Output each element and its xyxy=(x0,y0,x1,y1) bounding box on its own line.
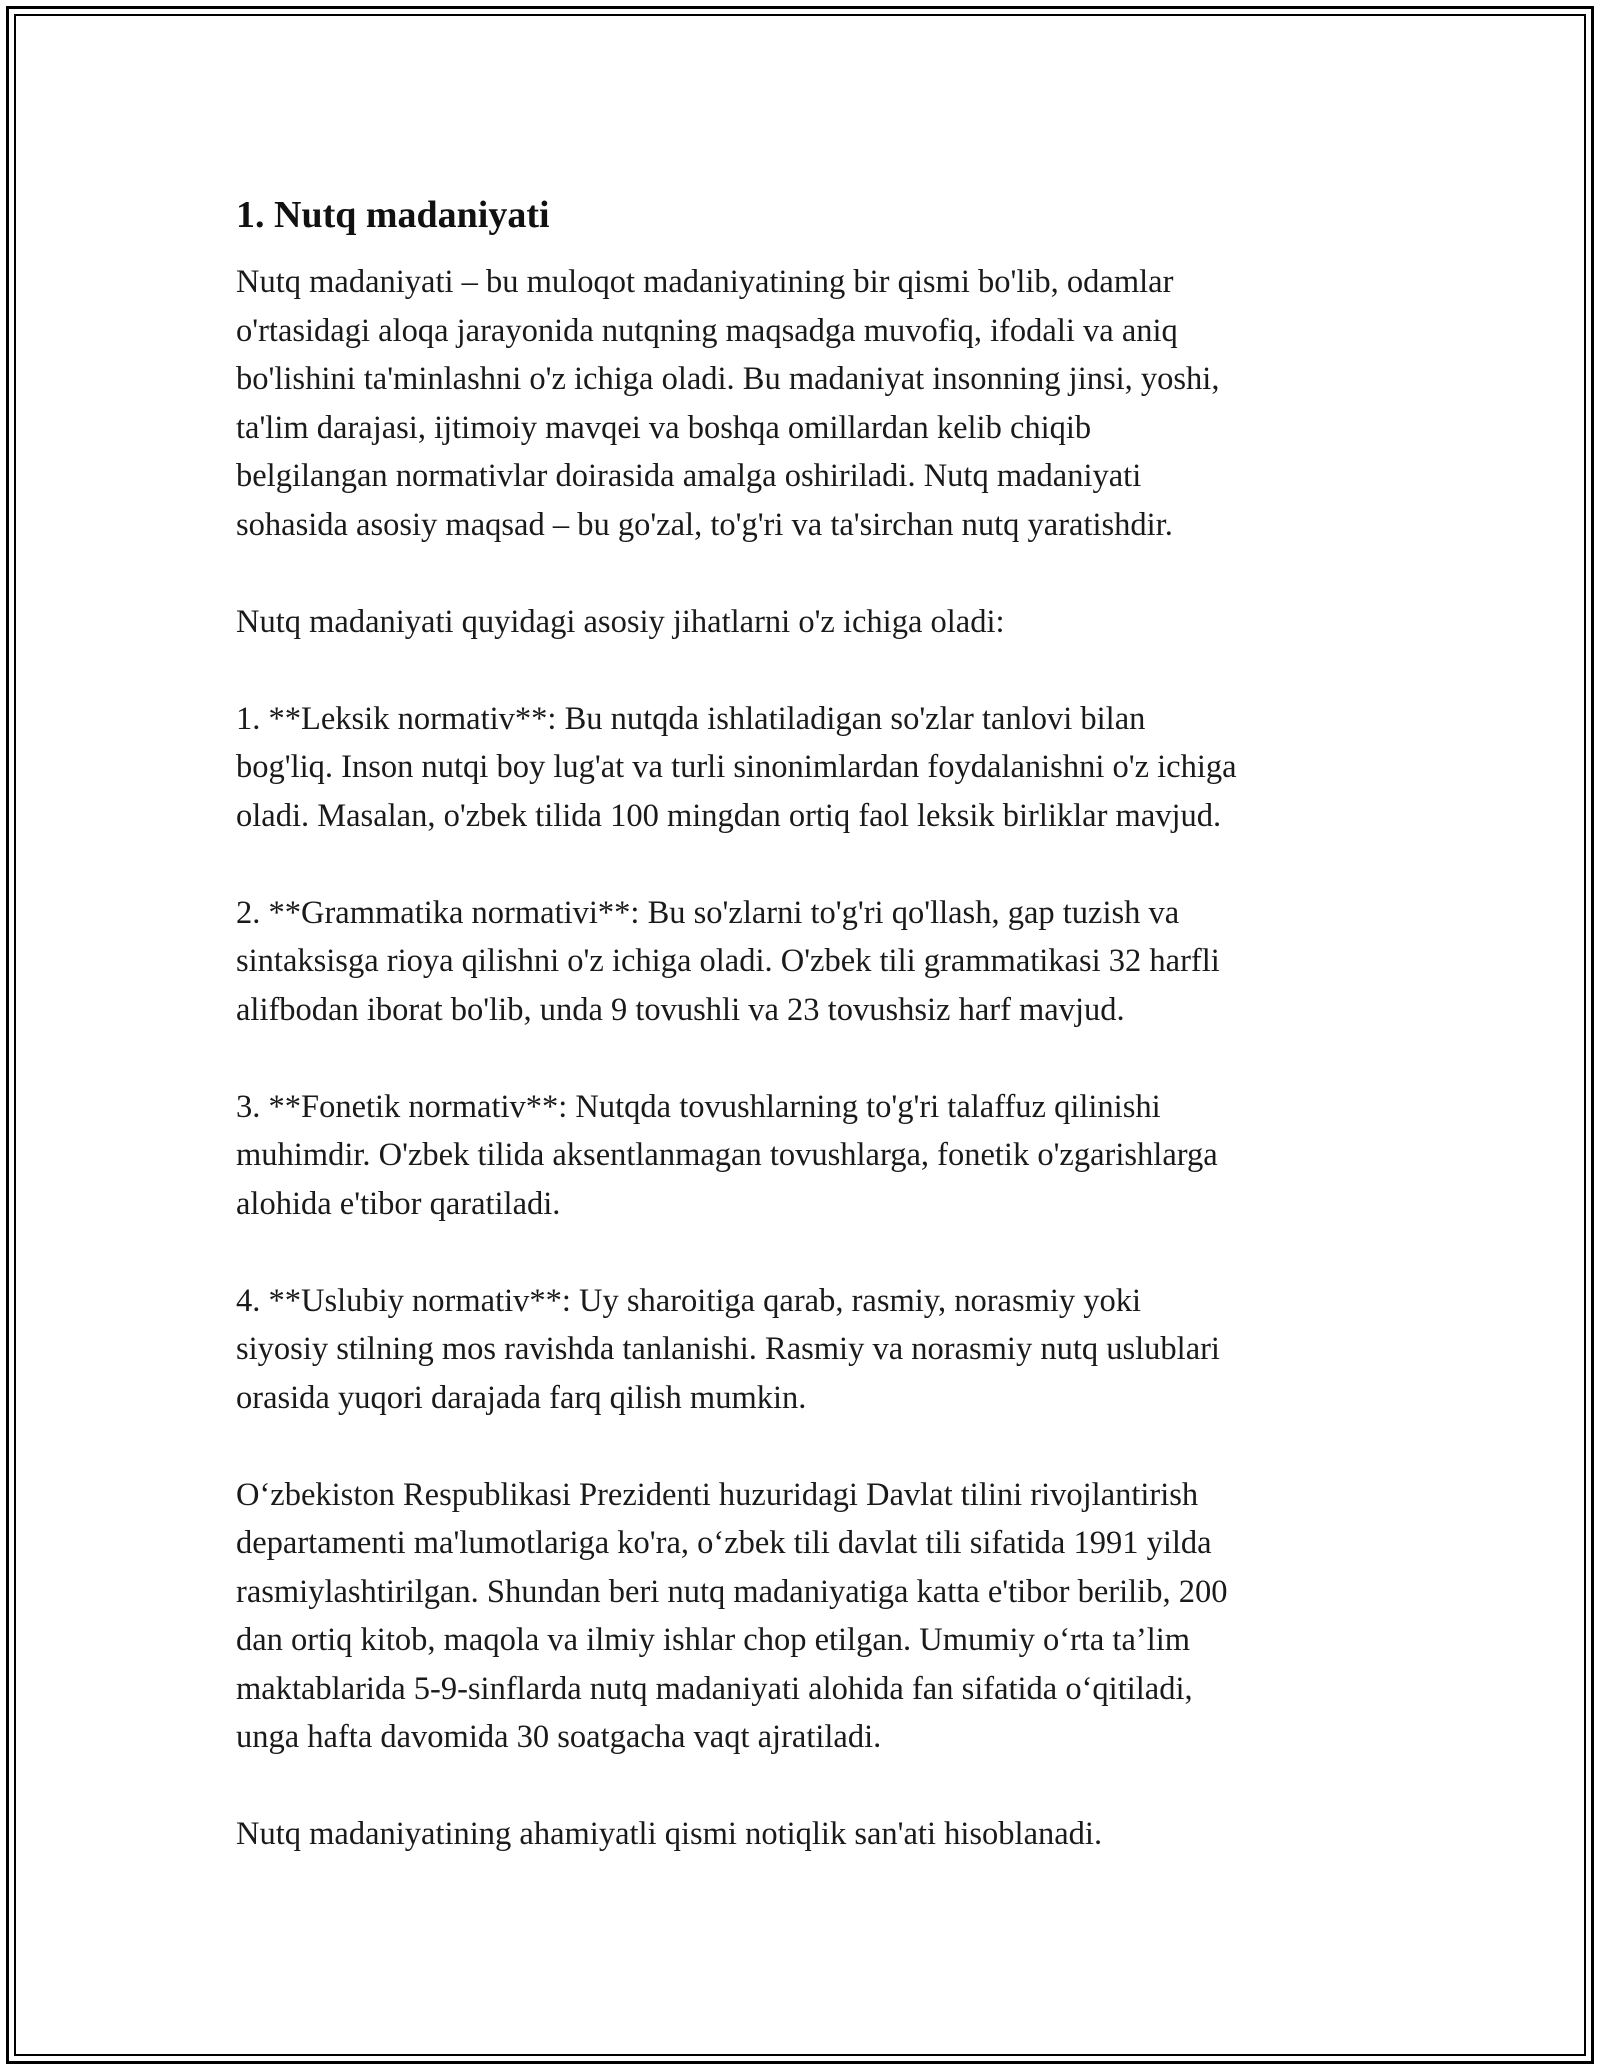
paragraph xyxy=(236,1277,1416,1423)
text-line: bo'lishini ta'minlashni o'z ichiga oladi. Bu madaniyat insonning jinsi, yoshi, xyxy=(236,361,1220,397)
paragraph xyxy=(236,889,1416,1035)
text-line: orasida yuqori darajada farq qilish mumkin. xyxy=(236,1379,807,1416)
paragraph xyxy=(236,1810,1416,1859)
text-line: 4. **Uslubiy normativ**: Uy sharoitiga qarab, rasmiy, norasmiy yoki xyxy=(236,1282,1142,1319)
text-line: sohasida asosiy maqsad – bu go'zal, to'g'ri va ta'sirchan nutq yaratishdir. xyxy=(236,506,1173,543)
text-line: Nutq madaniyati – bu muloqot madaniyatining bir qismi bo'lib, odamlar xyxy=(236,264,1174,300)
text-line: O‘zbekiston Respublikasi Prezidenti huzuridagi Davlat tilini rivojlantirish xyxy=(236,1476,1199,1513)
text-line: rasmiylashtirilgan. Shundan beri nutq madaniyatiga katta e'tibor berilib, 200 xyxy=(236,1573,1228,1610)
page-title: 1. Nutq madaniyati xyxy=(236,194,550,236)
paragraph-list xyxy=(236,258,1416,1859)
text-line: siyosiy stilning mos ravishda tanlanishi. Rasmiy va norasmiy nutq uslublari xyxy=(236,1331,1220,1367)
text-line: belgilangan normativlar doirasida amalga oshiriladi. Nutq madaniyati xyxy=(236,458,1142,494)
text-line: alohida e'tibor qaratiladi. xyxy=(236,1185,561,1222)
text-line: oladi. Masalan, o'zbek tilida 100 mingdan ortiq faol leksik birliklar mavjud. xyxy=(236,797,1222,834)
text-line: muhimdir. O'zbek tilida aksentlanmagan tovushlarga, fonetik o'zgarishlarga xyxy=(236,1137,1218,1173)
text-line: 1. **Leksik normativ**: Bu nutqda ishlatiladigan so'zlar tanlovi bilan xyxy=(236,700,1146,737)
text-line: sintaksisga rioya qilishni o'z ichiga oladi. O'zbek tili grammatikasi 32 harfli xyxy=(236,943,1220,979)
text-line: unga hafta davomida 30 soatgacha vaqt ajratiladi. xyxy=(236,1719,882,1755)
text-line: 3. **Fonetik normativ**: Nutqda tovushlarning to'g'ri talaffuz qilinishi xyxy=(236,1088,1161,1125)
text-line: bog'liq. Inson nutqi boy lug'at va turli sinonimlardan foydalanishni o'z ichiga xyxy=(236,749,1237,785)
paragraph xyxy=(236,598,1416,647)
text-line: alifbodan iborat bo'lib, unda 9 tovushli va 23 tovushsiz harf mavjud. xyxy=(236,991,1125,1028)
text-line: 2. **Grammatika normativi**: Bu so'zlarni to'g'ri qo'llash, gap tuzish va xyxy=(236,894,1180,931)
text-line: maktablarida 5-9-sinflarda nutq madaniyati alohida fan sifatida o‘qitiladi, xyxy=(236,1670,1193,1707)
paragraph xyxy=(236,258,1416,549)
text-line: o'rtasidagi aloqa jarayonida nutqning maqsadga muvofiq, ifodali va aniq xyxy=(236,312,1178,349)
paragraph xyxy=(236,1471,1416,1762)
document-body xyxy=(236,185,1416,1907)
text-line: ta'lim darajasi, ijtimoiy mavqei va boshqa omillardan kelib chiqib xyxy=(236,409,1092,446)
text-line: dan ortiq kitob, maqola va ilmiy ishlar chop etilgan. Umumiy o‘rta ta’lim xyxy=(236,1622,1191,1658)
text-line: departamenti ma'lumotlariga ko'ra, o‘zbek tili davlat tili sifatida 1991 yilda xyxy=(236,1525,1212,1561)
text-line: Nutq madaniyatining ahamiyatli qismi notiqlik san'ati hisoblanadi. xyxy=(236,1816,1103,1852)
paragraph xyxy=(236,1083,1416,1229)
text-line: Nutq madaniyati quyidagi asosiy jihatlarni o'z ichiga oladi: xyxy=(236,603,1005,640)
paragraph xyxy=(236,695,1416,841)
